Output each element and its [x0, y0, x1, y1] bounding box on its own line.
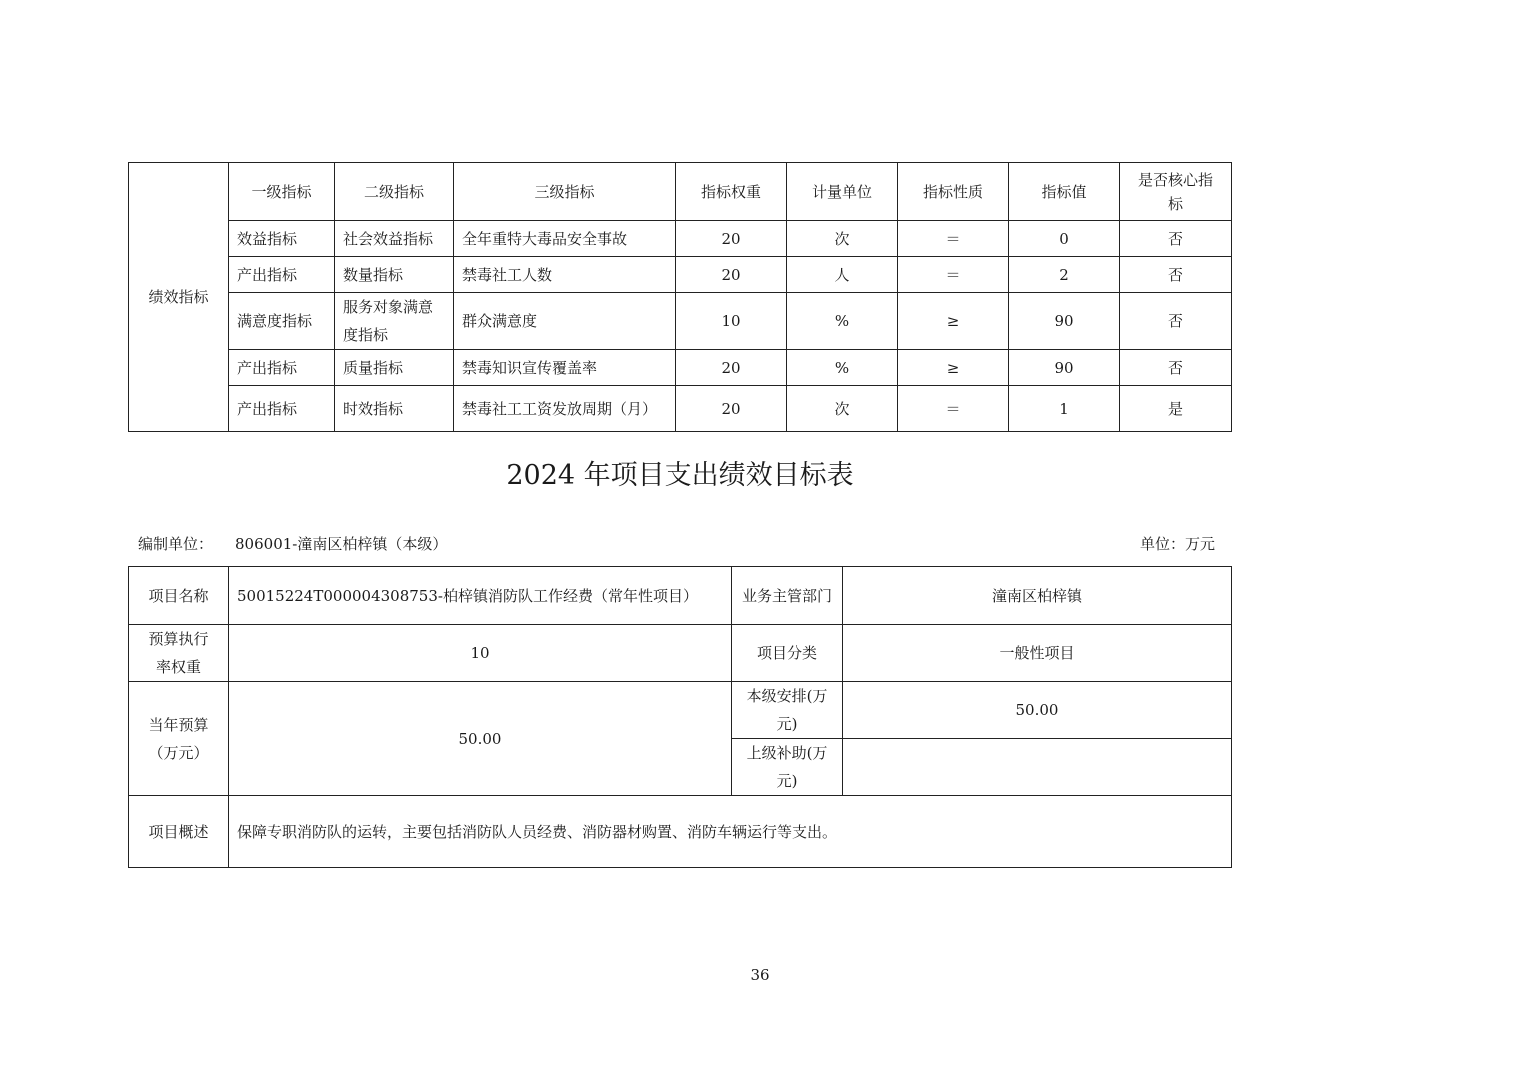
header-cell: 是否核心指标	[1120, 163, 1232, 221]
table-cell: 90	[1009, 350, 1120, 386]
table-cell: 否	[1120, 350, 1232, 386]
table-cell: 否	[1120, 257, 1232, 293]
table-row	[129, 257, 1232, 293]
table-cell: 产出指标	[229, 386, 335, 432]
compiling-unit-label: 编制单位：	[138, 535, 214, 553]
table-cell: ＝	[898, 221, 1009, 257]
currency-unit: 单位：万元	[1140, 535, 1216, 553]
table-cell: ＝	[898, 257, 1009, 293]
summary-value: 保障专职消防队的运转，主要包括消防队人员经费、消防器材购置、消防车辆运行等支出。	[229, 796, 1232, 868]
dept-value: 潼南区柏梓镇	[843, 567, 1232, 625]
header-cell: 二级指标	[335, 163, 454, 221]
table-row	[129, 682, 1232, 739]
table-cell: ＝	[898, 386, 1009, 432]
table-cell: 否	[1120, 293, 1232, 350]
table-row	[129, 796, 1232, 868]
table-cell: 否	[1120, 221, 1232, 257]
table-row	[129, 567, 1232, 625]
header-cell: 计量单位	[787, 163, 898, 221]
table-cell: ≥	[898, 293, 1009, 350]
annual-budget-label: 当年预算（万元）	[129, 682, 229, 796]
table-row	[129, 386, 1232, 432]
dept-label: 业务主管部门	[732, 567, 843, 625]
upper-subsidy-label: 上级补助(万元)	[732, 739, 843, 796]
table-row	[129, 625, 1232, 682]
category-value: 一般性项目	[843, 625, 1232, 682]
table-cell: 20	[676, 221, 787, 257]
table-cell: 是	[1120, 386, 1232, 432]
table-row	[129, 350, 1232, 386]
table-cell: 0	[1009, 221, 1120, 257]
local-arrangement-label: 本级安排(万元)	[732, 682, 843, 739]
table-cell: %	[787, 350, 898, 386]
project-name-label: 项目名称	[129, 567, 229, 625]
table-cell: 20	[676, 350, 787, 386]
table-cell: 产出指标	[229, 350, 335, 386]
table-cell: 1	[1009, 386, 1120, 432]
project-info-table	[128, 566, 1232, 868]
table-cell: 禁毒社工人数	[454, 257, 676, 293]
table-cell: 90	[1009, 293, 1120, 350]
table-cell: 10	[676, 293, 787, 350]
table-cell: 禁毒知识宣传覆盖率	[454, 350, 676, 386]
table-cell: 服务对象满意度指标	[335, 293, 454, 350]
table-cell: 群众满意度	[454, 293, 676, 350]
table-cell: 次	[787, 386, 898, 432]
rate-weight-value: 10	[229, 625, 732, 682]
table-cell: 人	[787, 257, 898, 293]
table-cell: 全年重特大毒品安全事故	[454, 221, 676, 257]
local-arrangement-value: 50.00	[843, 682, 1232, 739]
table-cell: 20	[676, 257, 787, 293]
compiling-unit	[138, 532, 447, 556]
upper-subsidy-value	[843, 739, 1232, 796]
rate-weight-label: 预算执行率权重	[129, 625, 229, 682]
header-cell: 三级指标	[454, 163, 676, 221]
side-label: 绩效指标	[129, 163, 229, 432]
compiling-unit-value: 806001-潼南区柏梓镇（本级）	[235, 535, 448, 553]
table-cell: ≥	[898, 350, 1009, 386]
page-number: 36	[750, 966, 770, 984]
header-cell: 指标性质	[898, 163, 1009, 221]
table-cell: 2	[1009, 257, 1120, 293]
table-cell: 满意度指标	[229, 293, 335, 350]
table-cell: 时效指标	[335, 386, 454, 432]
table-header-row	[129, 163, 1232, 221]
table-cell: 数量指标	[335, 257, 454, 293]
table-cell: 次	[787, 221, 898, 257]
table-cell: 禁毒社工工资发放周期（月）	[454, 386, 676, 432]
table-cell: 20	[676, 386, 787, 432]
page-title: 2024 年项目支出绩效目标表	[506, 460, 854, 491]
table-cell: 质量指标	[335, 350, 454, 386]
table-row	[129, 293, 1232, 350]
header-cell: 指标值	[1009, 163, 1120, 221]
table-cell: 社会效益指标	[335, 221, 454, 257]
header-cell: 指标权重	[676, 163, 787, 221]
table-cell: %	[787, 293, 898, 350]
table-row	[129, 221, 1232, 257]
annual-budget-value: 50.00	[229, 682, 732, 796]
performance-indicator-table	[128, 162, 1232, 432]
category-label: 项目分类	[732, 625, 843, 682]
summary-label: 项目概述	[129, 796, 229, 868]
table-cell: 产出指标	[229, 257, 335, 293]
project-name-value: 50015224T000004308753-柏梓镇消防队工作经费（常年性项目）	[229, 567, 732, 625]
header-cell: 一级指标	[229, 163, 335, 221]
table-cell: 效益指标	[229, 221, 335, 257]
